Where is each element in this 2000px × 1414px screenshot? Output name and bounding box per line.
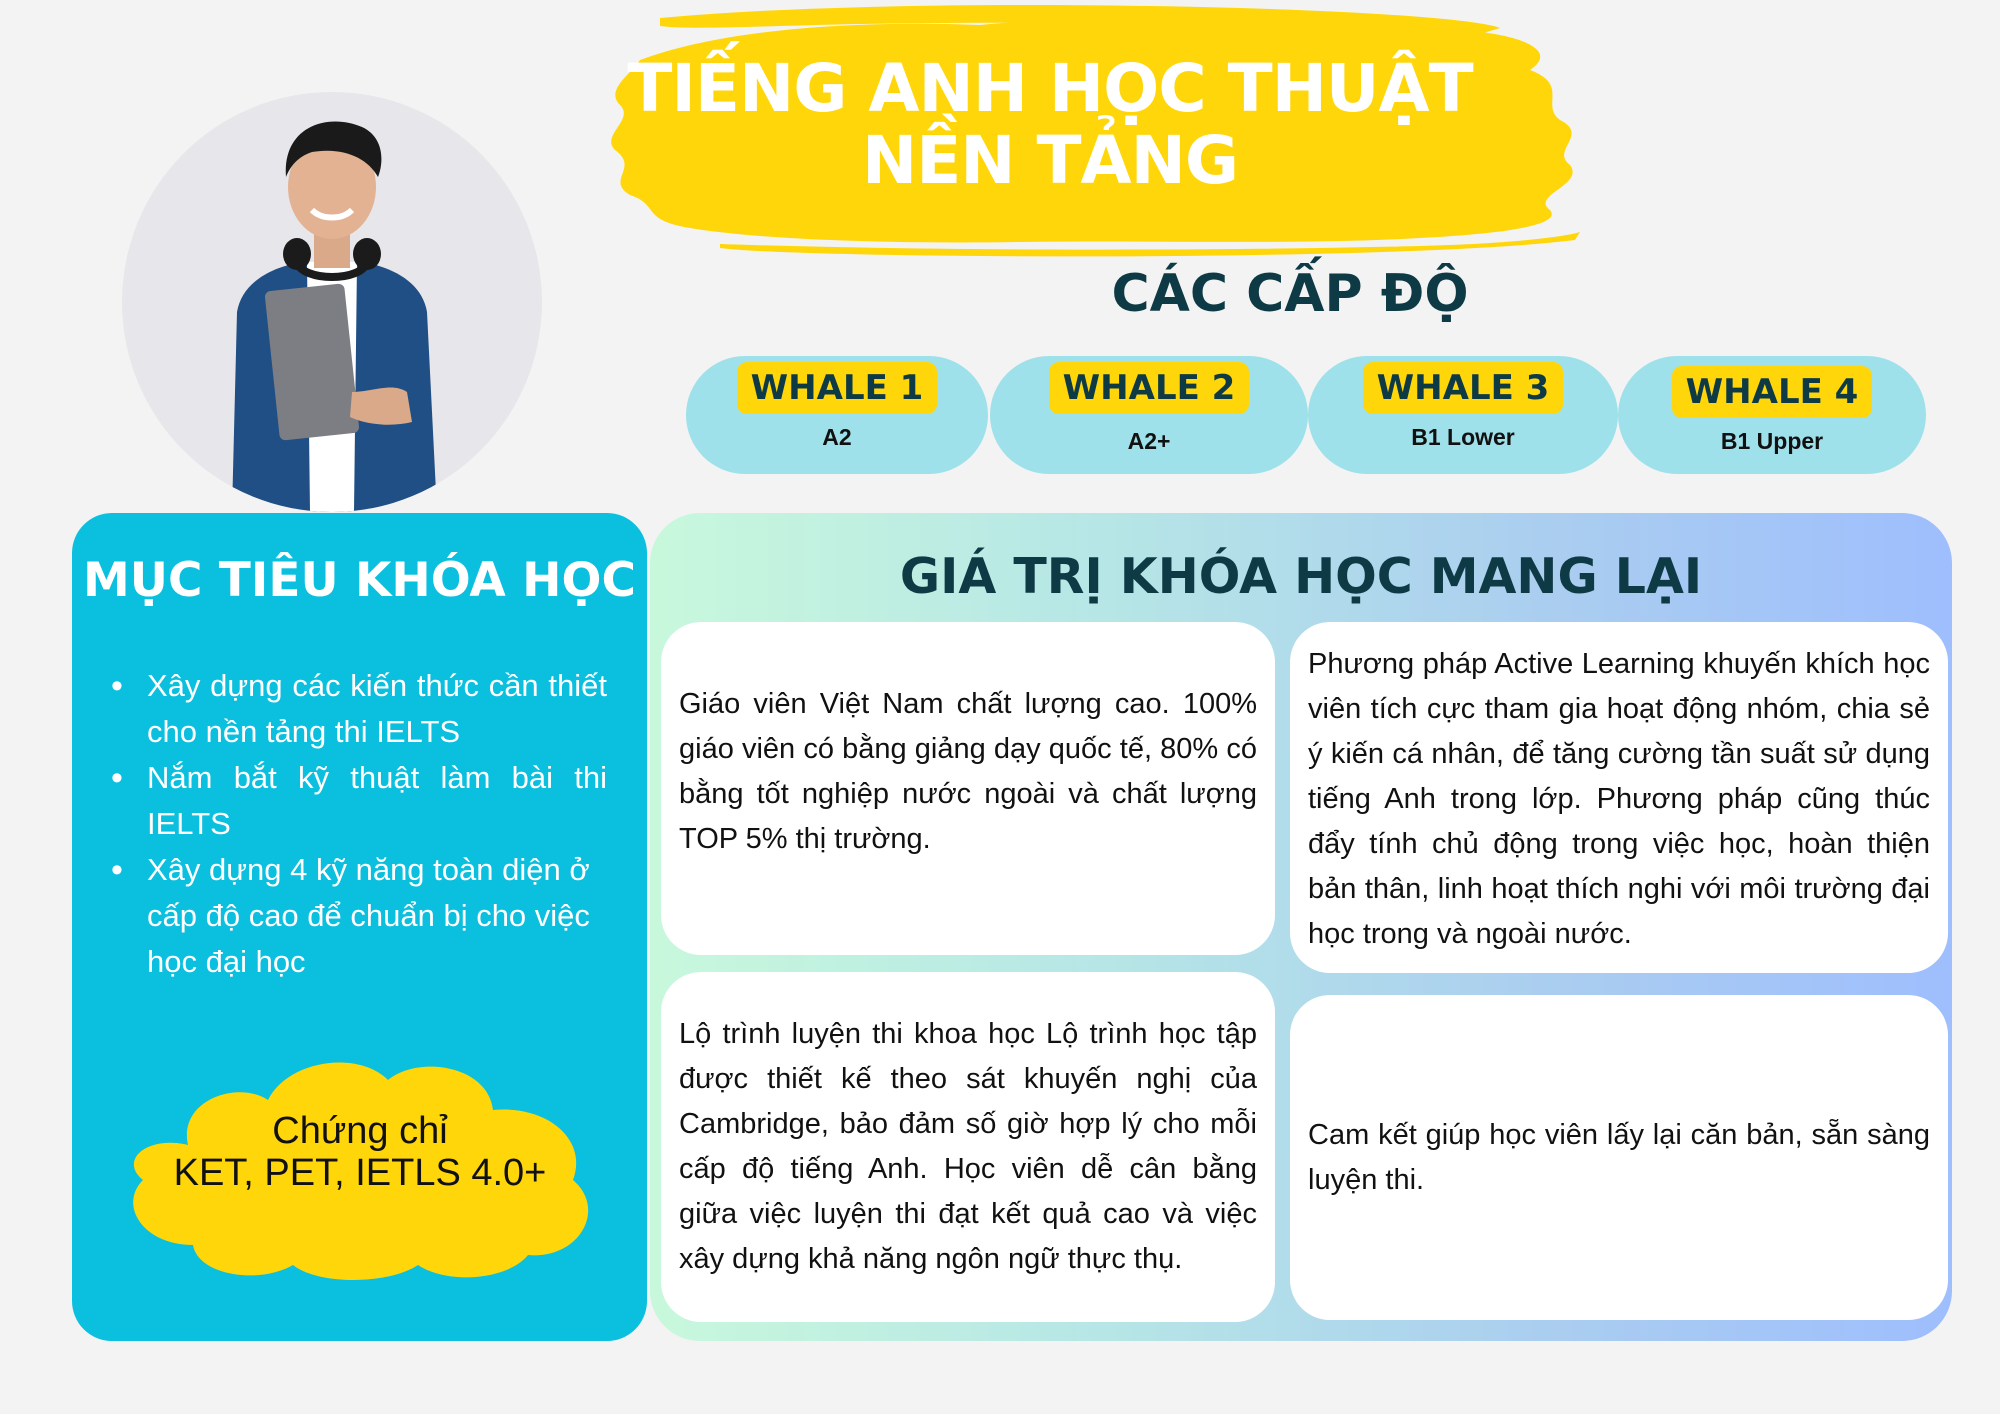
goal-item: • Xây dựng các kiến thức cần thiết cho nền tảng thi IELTS xyxy=(147,663,607,755)
value-card-text: Giáo viên Việt Nam chất lượng cao. 100% giáo viên có bằng giảng dạy quốc tế, 80% có bằng tốt nghiệp nước ngoài và chất lượng TOP 5% thị trường. xyxy=(679,688,1257,855)
value-card-text: Lộ trình luyện thi khoa học Lộ trình học tập được thiết kế theo sát khuyến nghị của Cambridge, bảo đảm số giờ hợp lý cho mỗi cấp độ tiếng Anh. Học viên dễ cân bằng giữa việc luyện thi đạt kết quả cao và việc xây dựng khả năng ngôn ngữ thực thụ. xyxy=(679,1018,1257,1275)
course-values-title: GIÁ TRỊ KHÓA HỌC MANG LẠI xyxy=(899,548,1703,605)
level-pill-whale-2[interactable] xyxy=(990,356,1308,474)
value-card-roadmap xyxy=(661,972,1275,1322)
level-name: WHALE 2 xyxy=(1049,362,1250,414)
level-name: WHALE 1 xyxy=(737,362,938,414)
levels-heading: CÁC CẤP ĐỘ xyxy=(1111,264,1469,324)
title-line-2: NỀN TẢNG xyxy=(861,122,1239,199)
value-card-text: Cam kết giúp học viên lấy lại căn bản, sẵn sàng luyện thi. xyxy=(1308,1118,1930,1196)
level-name: WHALE 3 xyxy=(1363,362,1564,414)
level-code: A2 xyxy=(822,424,852,450)
level-code: B1 Upper xyxy=(1720,428,1824,454)
student-illustration xyxy=(122,92,542,512)
level-pill-whale-1[interactable] xyxy=(686,356,988,474)
course-goals-list xyxy=(147,663,607,985)
goal-item: • Xây dựng 4 kỹ năng toàn diện ở cấp độ cao để chuẩn bị cho việc học đại học xyxy=(147,847,607,985)
certificate-list: KET, PET, IETLS 4.0+ xyxy=(173,1152,547,1194)
level-pill-whale-4[interactable] xyxy=(1618,356,1926,474)
value-card-teachers xyxy=(661,622,1275,955)
certificate-label: Chứng chỉ xyxy=(272,1110,448,1152)
level-pill-whale-3[interactable] xyxy=(1308,356,1618,474)
level-code: A2+ xyxy=(1127,428,1171,454)
level-name: WHALE 4 xyxy=(1672,366,1873,418)
value-card-text: Phương pháp Active Learning khuyến khích học viên tích cực tham gia hoạt động nhóm, chia sẻ ý kiến cá nhân, để tăng cường tần suất sử dụng tiếng Anh trong lớp. Phương pháp cũng thúc đẩy tính chủ động trong việc học, hoàn thiện bản thân, linh hoạt thích nghi với môi trường đại học trong và ngoài nước. xyxy=(1308,648,1930,950)
student-photo xyxy=(122,92,542,512)
value-card-commitment xyxy=(1290,995,1948,1320)
value-card-active-learning xyxy=(1290,622,1948,973)
course-goals-title: MỤC TIÊU KHÓA HỌC xyxy=(83,553,636,608)
goal-item: • Nắm bắt kỹ thuật làm bài thi IELTS xyxy=(147,755,607,847)
title-line-1: TIẾNG ANH HỌC THUẬT xyxy=(627,50,1473,127)
level-code: B1 Lower xyxy=(1411,424,1515,450)
